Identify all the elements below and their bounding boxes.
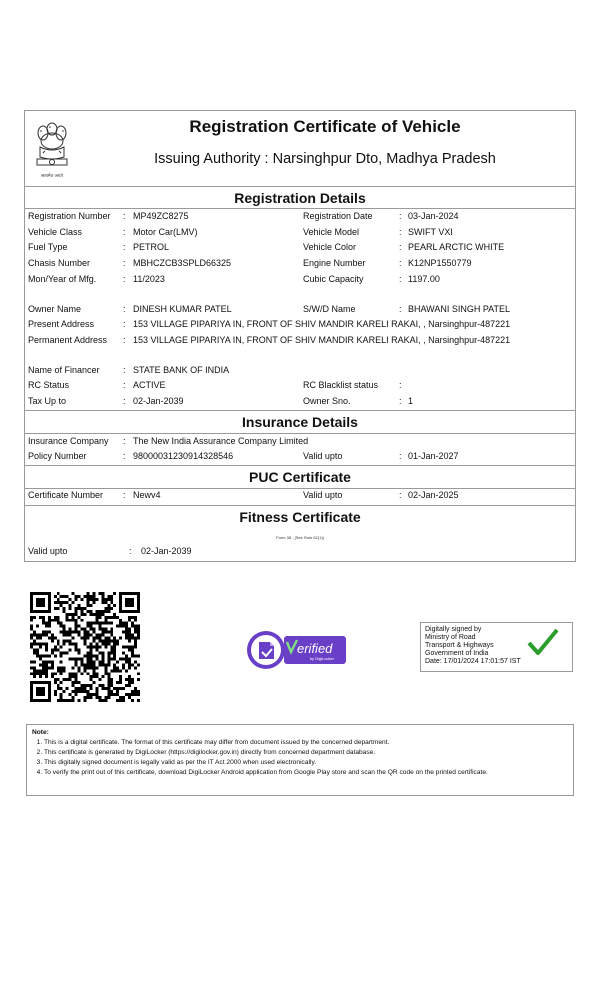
notes-list	[32, 738, 568, 778]
field-label: Permanent Address	[28, 335, 108, 345]
field-label: Policy Number	[28, 451, 87, 461]
row-registration-number: Registration Number : MP49ZC8275 Registration Date : 03-Jan-2024	[25, 209, 575, 224]
qr-code[interactable]	[30, 592, 140, 702]
note-item: 4. To verify the print out of this certificate, download DigiLocker Android application from Google Play store and scan the QR code on the printed certificate.	[44, 768, 568, 778]
note-item: 2. This certificate is generated by DigiLocker (https://digilocker.gov.in) directly from concerned department database.	[44, 748, 568, 758]
note-item: 1. This is a digital certificate. The format of this certificate may differ from document issued by the concerned department.	[44, 738, 568, 748]
row-policy-number: Policy Number : 98000031230914328546 Valid upto : 01-Jan-2027	[25, 449, 575, 464]
field-label: Tax Up to	[28, 396, 67, 406]
field-value: 03-Jan-2024	[408, 211, 459, 221]
field-label: Valid upto	[28, 546, 68, 556]
row-mfg-date: Mon/Year of Mfg. : 11/2023 Cubic Capacity : 1197.00	[25, 272, 575, 287]
notes-box	[26, 724, 574, 796]
form-reference: Form 38 - [See Rule 62(1)]	[276, 535, 324, 540]
field-label: Owner Sno.	[303, 396, 351, 406]
signature-date: Date: 17/01/2024 17:01:57 IST	[425, 658, 521, 665]
field-label: RC Blacklist status	[303, 380, 379, 390]
divider	[25, 465, 575, 466]
field-label: Name of Financer	[28, 365, 100, 375]
row-fuel-type: Fuel Type : PETROL Vehicle Color : PEARL ARCTIC WHITE	[25, 240, 575, 255]
signature-line: Government of India	[425, 650, 489, 657]
svg-text:erified: erified	[297, 641, 333, 656]
field-label: Valid upto	[303, 451, 343, 461]
field-label: Registration Date	[303, 211, 373, 221]
notes-title: Note:	[32, 729, 49, 736]
field-value: 1	[408, 396, 414, 406]
row-permanent-address: Permanent Address : 153 VILLAGE PIPARIYA IN, FRONT OF SHIV MANDIR KARELI RAKAI, , Narsinghpur-487221	[25, 333, 575, 348]
row-rc-status: RC Status : ACTIVE RC Blacklist status :	[25, 378, 575, 393]
divider	[25, 410, 575, 411]
field-value: PEARL ARCTIC WHITE	[408, 242, 505, 252]
row-tax: Tax Up to : 02-Jan-2039 Owner Sno. : 1	[25, 394, 575, 409]
section-heading: Registration Details	[234, 190, 366, 206]
field-value: 11/2023	[133, 274, 165, 284]
divider	[25, 505, 575, 506]
row-owner-name: Owner Name : DINESH KUMAR PATEL S/W/D Name : BHAWANI SINGH PATEL	[25, 302, 575, 317]
field-value: Motor Car(LMV)	[133, 227, 198, 237]
row-financer: Name of Financer : STATE BANK OF INDIA	[25, 363, 575, 378]
field-label: Present Address	[28, 319, 95, 329]
svg-text:सत्यमेव जयते: सत्यमेव जयते	[40, 174, 64, 179]
field-label: Engine Number	[303, 258, 366, 268]
field-label: Vehicle Color	[303, 242, 357, 252]
field-label: Certificate Number	[28, 490, 104, 500]
field-label: Vehicle Model	[303, 227, 360, 237]
field-value: PETROL	[133, 242, 170, 252]
registration-details-section	[25, 188, 575, 208]
field-label: Chasis Number	[28, 258, 91, 268]
note-item: 3. This digitally signed document is legally valid as per the IT Act 2000 when used electronically.	[44, 758, 568, 768]
field-value: DINESH KUMAR PATEL	[133, 304, 232, 314]
field-value: 02-Jan-2039	[141, 546, 192, 556]
field-label: Fuel Type	[28, 242, 68, 252]
row-puc-certificate: Certificate Number : Newv4 Valid upto : 02-Jan-2025	[25, 488, 575, 503]
fitness-section	[25, 507, 575, 527]
field-value: 153 VILLAGE PIPARIYA IN, FRONT OF SHIV MANDIR KARELI RAKAI, , Narsinghpur-487221	[133, 319, 511, 329]
signature-line: Ministry of Road	[425, 634, 476, 641]
field-value: Newv4	[133, 490, 161, 500]
field-value: 153 VILLAGE PIPARIYA IN, FRONT OF SHIV MANDIR KARELI RAKAI, , Narsinghpur-487221	[133, 335, 511, 345]
field-value: MBHCZCB3SPLD66325	[133, 258, 232, 268]
signature-line: Digitally signed by	[425, 626, 482, 633]
field-label: Mon/Year of Mfg.	[28, 274, 97, 284]
field-label: Valid upto	[303, 490, 343, 500]
field-label: Owner Name	[28, 304, 82, 314]
row-insurance-company: Insurance Company : The New India Assurance Company Limited	[25, 434, 575, 449]
field-value: 02-Jan-2025	[408, 490, 459, 500]
field-value: 98000031230914328546	[133, 451, 234, 461]
digital-signature	[420, 622, 573, 672]
field-label: Registration Number	[28, 211, 111, 221]
field-value: 1197.00	[408, 274, 440, 284]
field-value: 01-Jan-2027	[408, 451, 459, 461]
field-value: ACTIVE	[133, 380, 166, 390]
field-label: Insurance Company	[28, 436, 109, 446]
field-value: BHAWANI SINGH PATEL	[408, 304, 511, 314]
certificate-header	[25, 111, 575, 187]
verified-badge	[246, 630, 348, 670]
field-label: Vehicle Class	[28, 227, 83, 237]
field-value: 02-Jan-2039	[133, 396, 184, 406]
field-label: S/W/D Name	[303, 304, 356, 314]
field-label: RC Status	[28, 380, 70, 390]
row-fitness-valid: Valid upto : 02-Jan-2039	[25, 544, 575, 559]
section-heading: Insurance Details	[242, 414, 358, 430]
svg-text:by DigiLocker: by DigiLocker	[309, 656, 334, 661]
qr-modules	[30, 592, 140, 702]
signature-line: Transport & Highways	[425, 642, 494, 649]
field-value: STATE BANK OF INDIA	[133, 365, 230, 375]
field-value: SWIFT VXI	[408, 227, 453, 237]
issuing-authority: Issuing Authority : Narsinghpur Dto, Madhya Pradesh	[154, 151, 496, 167]
row-chasis-number: Chasis Number : MBHCZCB3SPLD66325 Engine Number : K12NP1550779	[25, 256, 575, 271]
field-value: The New India Assurance Company Limited	[133, 436, 309, 446]
checkmark-icon	[526, 627, 560, 657]
registration-certificate	[24, 110, 576, 562]
row-present-address: Present Address : 153 VILLAGE PIPARIYA IN, FRONT OF SHIV MANDIR KARELI RAKAI, , Narsinghpur-487221	[25, 317, 575, 332]
field-label: Cubic Capacity	[303, 274, 364, 284]
row-vehicle-class: Vehicle Class : Motor Car(LMV) Vehicle Model : SWIFT VXI	[25, 225, 575, 240]
section-heading: Fitness Certificate	[239, 509, 361, 525]
field-value: MP49ZC8275	[133, 211, 189, 221]
puc-section	[25, 467, 575, 487]
section-heading: PUC Certificate	[249, 469, 351, 485]
insurance-section	[25, 412, 575, 432]
field-value: K12NP1550779	[408, 258, 472, 268]
page-title: Registration Certificate of Vehicle	[189, 117, 461, 136]
